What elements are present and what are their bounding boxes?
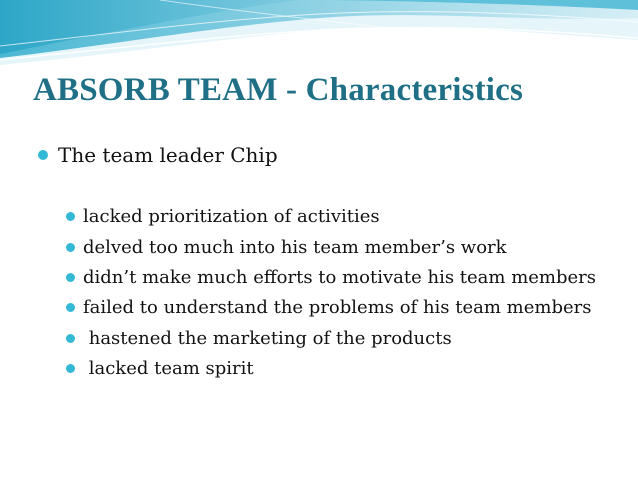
header-wave-banner xyxy=(0,0,638,80)
sub-bullet xyxy=(66,237,507,258)
bullet-dot-icon xyxy=(66,273,75,282)
sub-bullet-text: hastened the marketing of the products xyxy=(83,328,452,349)
slide-title: ABSORB TEAM - Characteristics xyxy=(33,72,524,108)
sub-bullet xyxy=(66,328,452,349)
sub-bullet xyxy=(66,358,254,379)
bullet-dot-icon xyxy=(66,212,75,221)
sub-bullet xyxy=(66,267,596,288)
bullet-text: The team leader Chip xyxy=(58,143,278,167)
sub-bullet-text: didn’t make much efforts to motivate his team members xyxy=(83,267,596,288)
bullet-dot-icon xyxy=(38,150,48,160)
bullet-dot-icon xyxy=(66,243,75,252)
sub-bullet-text: lacked team spirit xyxy=(83,358,254,379)
sub-bullet xyxy=(66,297,591,318)
sub-bullet-text: delved too much into his team member’s work xyxy=(83,237,507,258)
bullet-team-leader xyxy=(38,143,278,167)
sub-bullet xyxy=(66,206,380,227)
bullet-dot-icon xyxy=(66,364,75,373)
sub-bullet-text: failed to understand the problems of his team members xyxy=(83,297,592,318)
bullet-dot-icon xyxy=(66,303,75,312)
bullet-dot-icon xyxy=(66,334,75,343)
sub-bullet-text: lacked prioritization of activities xyxy=(83,206,380,227)
